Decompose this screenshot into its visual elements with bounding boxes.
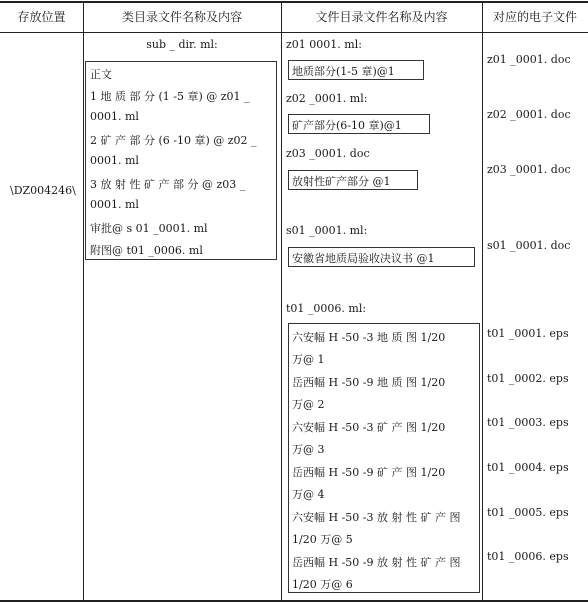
category-line: 审批@ s 01 _0001. ml (90, 222, 208, 235)
column-divider-3 (482, 2, 483, 600)
file-content-line-t01: 岳西幅 H -50 -9 放 射 性 矿 产 图 (292, 556, 461, 569)
file-name-t01: t01 _0006. ml: (286, 302, 367, 315)
electronic-file: t01 _0006. eps (487, 550, 569, 563)
category-line: 3 放 射 性 矿 产 部 分 @ z03 _ (90, 178, 246, 191)
electronic-file: z03 _0001. doc (487, 163, 571, 176)
electronic-file: t01 _0005. eps (487, 506, 569, 519)
electronic-file: z01 _0001. doc (487, 53, 571, 66)
file-content-line-t01: 1/20 万@ 5 (292, 533, 353, 546)
header-location: 存放位置 (17, 10, 66, 24)
category-line: 2 矿 产 部 分 (6 -10 章) @ z02 _ (90, 134, 257, 147)
file-content-line-t01: 万@ 1 (292, 353, 325, 366)
file-content-z03: 放射性矿产部分 @1 (292, 175, 391, 188)
file-name-z02: z02 _0001. ml: (286, 92, 368, 105)
electronic-file: t01 _0004. eps (487, 461, 569, 474)
category-line: 正文 (90, 68, 112, 81)
file-name-z03: z03 _0001. doc (286, 147, 370, 160)
header-bottom-rule (0, 32, 588, 33)
category-line: 1 地 质 部 分 (1 -5 章) @ z01 _ (90, 90, 250, 103)
file-content-s01: 安徽省地质局验收决议书 @1 (292, 252, 435, 265)
file-name-s01: s01 _0001. ml: (286, 224, 368, 237)
electronic-file: s01 _0001. doc (487, 239, 571, 252)
category-line: 0001. ml (90, 110, 139, 123)
column-divider-2 (281, 2, 282, 600)
file-content-z02: 矿产部分(6-10 章)@1 (292, 119, 402, 132)
table-bottom-rule (0, 600, 588, 602)
header-category: 类目录文件名称及内容 (121, 10, 242, 24)
file-content-line-t01: 岳西幅 H -50 -9 矿 产 图 1/20 (292, 466, 446, 479)
file-content-line-t01: 六安幅 H -50 -3 地 质 图 1/20 (292, 331, 446, 344)
category-line: 附图@ t01 _0006. ml (90, 244, 203, 257)
file-content-line-t01: 万@ 3 (292, 443, 325, 456)
file-content-line-t01: 万@ 4 (292, 488, 325, 501)
electronic-file: t01 _0001. eps (487, 327, 569, 340)
header-electronic: 对应的电子文件 (492, 10, 577, 24)
file-content-line-t01: 1/20 万@ 6 (292, 578, 353, 591)
table-top-rule (0, 1, 588, 3)
column-divider-1 (83, 2, 84, 600)
file-content-line-t01: 岳西幅 H -50 -9 地 质 图 1/20 (292, 376, 446, 389)
file-content-line-t01: 六安幅 H -50 -3 矿 产 图 1/20 (292, 421, 446, 434)
category-line: 0001. ml (90, 154, 139, 167)
file-name-z01: z01 0001. ml: (286, 38, 362, 51)
file-content-line-t01: 六安幅 H -50 -3 放 射 性 矿 产 图 (292, 511, 461, 524)
electronic-file: t01 _0002. eps (487, 372, 569, 385)
header-file: 文件目录文件名称及内容 (315, 10, 448, 24)
category-line: 0001. ml (90, 198, 139, 211)
file-content-z01: 地质部分(1-5 章)@1 (292, 65, 395, 78)
storage-location: \DZ004246\ (10, 184, 76, 197)
electronic-file: t01 _0003. eps (487, 416, 569, 429)
file-content-line-t01: 万@ 2 (292, 398, 325, 411)
electronic-file: z02 _0001. doc (487, 108, 571, 121)
category-file-name: sub _ dir. ml: (146, 38, 218, 51)
